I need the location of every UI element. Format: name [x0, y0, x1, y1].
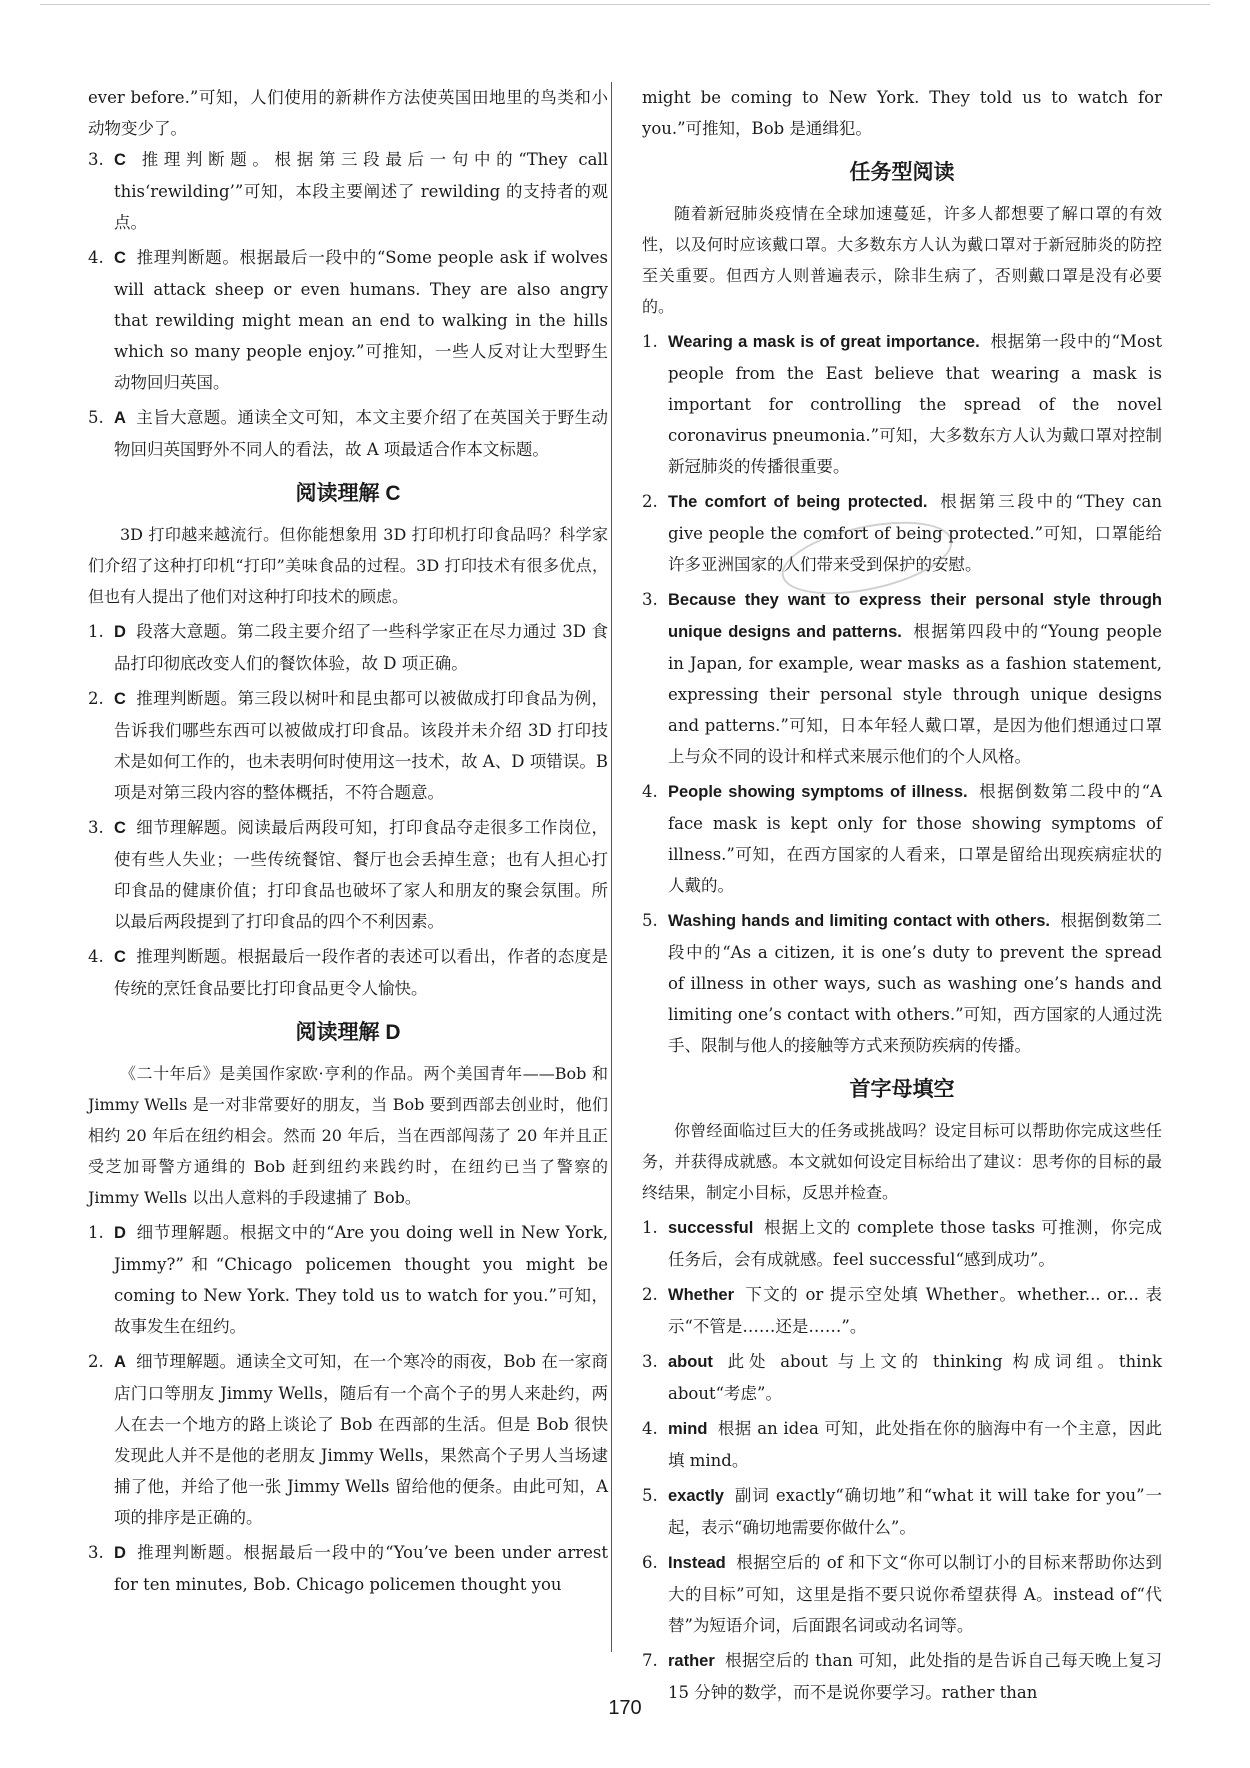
- answer-item: 4. C 推理判断题。根据最后一段作者的表述可以看出，作者的态度是传统的烹饪食品要比打印食品更令人愉快。: [88, 947, 608, 998]
- answer-list-d: [88, 1217, 608, 1600]
- section-title-d: 阅读理解 D: [295, 1021, 401, 1044]
- answer-list-c: [88, 616, 608, 1004]
- page-number: 170: [608, 1697, 642, 1719]
- answer-list-fill: [642, 1212, 1162, 1708]
- answer-item: 3. about 此处 about 与上文的 thinking 构成词组。think about“考虑”。: [642, 1352, 1162, 1403]
- top-rule: [40, 4, 1210, 5]
- left-column: [88, 82, 608, 1604]
- answer-item: 5. A 主旨大意题。通读全文可知，本文主要介绍了在英国关于野生动物回归英国野外不同人的看法，故 A 项最适合作本文标题。: [88, 408, 608, 459]
- section-title-c: 阅读理解 C: [295, 482, 401, 505]
- answer-list-b: [88, 144, 608, 465]
- right-column: [642, 82, 1162, 1712]
- section-intro-d: 《二十年后》是美国作家欧·亨利的作品。两个美国青年——Bob 和 Jimmy Wells 是一对非常要好的朋友，当 Bob 要到西部去创业时，他们相约 20 年后在纽约相会。然而 20 年后，当在西部闯荡了 20 年并且正受芝加哥警方通缉的 Bob 赶到纽约来践约时，在纽约已当了警察的 Jimmy Wells 以出人意料的手段逮捕了 Bob。: [88, 1064, 608, 1207]
- column-divider: [611, 82, 612, 1652]
- answer-item: 1. Wearing a mask is of great importance. 根据第一段中的“Most people from the East believe that wearing a mask is important for controlling the spread of the novel coronavirus pneumonia.”可知，大多数东方人认为戴口罩对控制新冠肺炎的传播很重要。: [642, 332, 1162, 476]
- answer-item: 2. A 细节理解题。通读全文可知，在一个寒冷的雨夜，Bob 在一家商店门口等朋友 Jimmy Wells，随后有一个高个子的男人来赴约，两人在去一个地方的路上谈论了 Bob 在西部的生活。但是 Bob 很快发现此人并不是他的老朋友 Jimmy Wells，果然高个子男人当场逮捕了他，并给了他一张 Jimmy Wells 留给他的便条。由此可知，A 项的排序是正确的。: [88, 1352, 608, 1527]
- answer-item: 2. C 推理判断题。第三段以树叶和昆虫都可以被做成打印食品为例，告诉我们哪些东西可以被做成打印食品。该段并未介绍 3D 打印技术是如何工作的，也未表明何时使用这一技术，故 A、D 项错误。B 项是对第三段内容的整体概括，不符合题意。: [88, 689, 608, 802]
- answer-item: 4. mind 根据 an idea 可知，此处指在你的脑海中有一个主意，因此填 mind。: [642, 1419, 1162, 1470]
- section-intro-c: 3D 打印越来越流行。但你能想象用 3D 打印机打印食品吗？科学家们介绍了这种打印机“打印”美味食品的过程。3D 打印技术有很多优点，但也有人提出了他们对这种打印技术的顾虑。: [88, 525, 608, 606]
- continuation-text: might be coming to New York. They told us to watch for you.”可推知，Bob 是通缉犯。: [642, 88, 1162, 138]
- section-title-fill: 首字母填空: [849, 1078, 955, 1101]
- answer-item: 3. C 推理判断题。根据第三段最后一句中的“They call this‘rewilding’”可知，本段主要阐述了 rewilding 的支持者的观点。: [88, 150, 608, 232]
- answer-item: 6. Instead 根据空后的 of 和下文“你可以制订小的目标来帮助你达到大的目标”可知，这里是指不要只说你希望获得 A。instead of“代替”为短语介词，后面跟名词或动名词等。: [642, 1553, 1162, 1635]
- answer-list-task: [642, 326, 1162, 1061]
- answer-item: 1. D 段落大意题。第二段主要介绍了一些科学家正在尽力通过 3D 食品打印彻底改变人们的餐饮体验，故 D 项正确。: [88, 622, 608, 673]
- answer-item: 1. D 细节理解题。根据文中的“Are you doing well in New York, Jimmy?”和“Chicago policemen thought you might be coming to New York. They told us to watch for you.”可知，故事发生在纽约。: [88, 1223, 608, 1336]
- answer-item: 2. Whether 下文的 or 提示空处填 Whether。whether... or... 表示“不管是……还是……”。: [642, 1285, 1162, 1336]
- section-title-task: 任务型阅读: [849, 161, 955, 184]
- answer-item: 3. Because they want to express their personal style through unique designs and patterns. 根据第四段中的“Young people in Japan, for example, wear masks as a fashion statement, expressing their personal style through unique designs and patterns.”可知，日本年轻人戴口罩，是因为他们想通过口罩上与众不同的设计和样式来展示他们的个人风格。: [642, 590, 1162, 766]
- section-intro-task: 随着新冠肺炎疫情在全球加速蔓延，许多人都想要了解口罩的有效性，以及何时应该戴口罩。大多数东方人认为戴口罩对于新冠肺炎的防控至关重要。但西方人则普遍表示，除非生病了，否则戴口罩是没有必要的。: [642, 204, 1162, 316]
- answer-item: 1. successful 根据上文的 complete those tasks 可推测，你完成任务后，会有成就感。feel successful“感到成功”。: [642, 1218, 1162, 1269]
- answer-item: 5. exactly 副词 exactly“确切地”和“what it will take for you”一起，表示“确切地需要你做什么”。: [642, 1486, 1162, 1537]
- answer-item: 3. C 细节理解题。阅读最后两段可知，打印食品夺走很多工作岗位，使有些人失业；一些传统餐馆、餐厅也会丢掉生意；也有人担心打印食品的健康价值；打印食品也破坏了家人和朋友的聚会氛围。所以最后两段提到了打印食品的四个不利因素。: [88, 818, 608, 931]
- continuation-text: ever before.”可知，人们使用的新耕作方法使英国田地里的鸟类和小动物变少了。: [88, 88, 608, 138]
- answer-item: 2. The comfort of being protected. 根据第三段中的“They can give people the comfort of being protected.”可知，口罩能给许多亚洲国家的人们带来受到保护的安慰。: [642, 492, 1163, 574]
- section-intro-fill: 你曾经面临过巨大的任务或挑战吗？设定目标可以帮助你完成这些任务，并获得成就感。本文就如何设定目标给出了建议：思考你的目标的最终结果，制定小目标，反思并检查。: [642, 1121, 1162, 1202]
- answer-item: 7. rather 根据空后的 than 可知，此处指的是告诉自己每天晚上复习 15 分钟的数学，而不是说你要学习。rather than: [642, 1651, 1162, 1702]
- answer-item: 4. People showing symptoms of illness. 根据倒数第二段中的“A face mask is kept only for those showing symptoms of illness.”可知，在西方国家的人看来，口罩是留给出现疾病症状的人戴的。: [642, 782, 1162, 895]
- answer-item: 3. D 推理判断题。根据最后一段中的“You’ve been under arrest for ten minutes, Bob. Chicago policemen thought you: [88, 1543, 608, 1594]
- answer-item: 4. C 推理判断题。根据最后一段中的“Some people ask if wolves will attack sheep or even humans. They are also angry that rewilding might mean an end to walking in the hills which so many people enjoy.”可推知，一些人反对让大型野生动物回归英国。: [88, 248, 608, 392]
- answer-item: 5. Washing hands and limiting contact with others. 根据倒数第二段中的“As a citizen, it is one’s duty to prevent the spread of illness in other ways, such as washing one’s hands and limiting one’s contact with others.”可知，西方国家的人通过洗手、限制与他人的接触等方式来预防疾病的传播。: [642, 911, 1162, 1055]
